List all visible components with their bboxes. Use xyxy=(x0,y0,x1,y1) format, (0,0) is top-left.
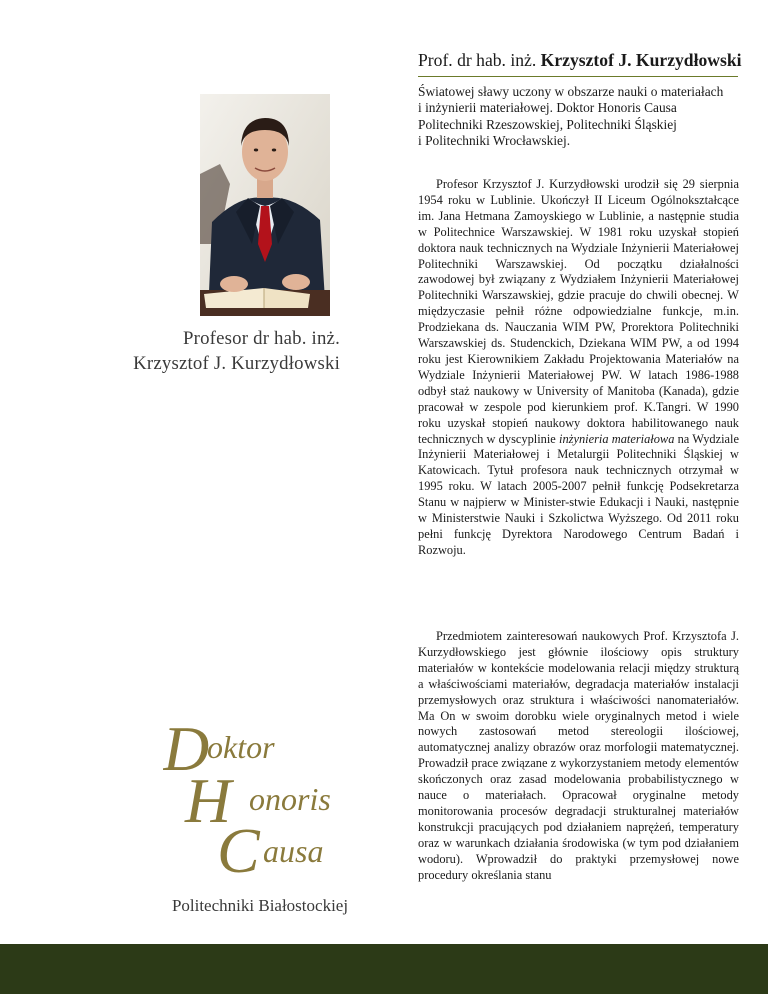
p1-italic-term: inżynieria materiałowa xyxy=(559,431,675,446)
paragraph-text: Przedmiotem zainteresowań naukowych Prof. Krzysztofa J. Kurzydłowskiego jest głównie ilościowy opis struktury materiałów w kontekście modelowania relacji między strukturą a właściwościami materiałów, degradacja materiałów instalacji przemysłowych oraz struktura i właściwości nanomateriałów. Ma On w swoim dorobku wiele oryginalnych metod i wiele nowych zastosowań metod stereologii ilościowej, automatycznej analizy obrazów oraz morfologii matematycznej. Prowadził prace związane z wykorzystaniem metody elementów skończonych oraz zasad modelowania probabilistycznego w nauce o materiałach. Opracował oryginalne metody monitorowania procesów degradacji strukturalnej materiałów konstrukcji pracujących pod działaniem naprężeń, temperatury oraz w warunkach działania środowiska (w tym pod działaniem wodoru). Wprowadził do praktyki przemysłowej nowe procedury określania stanu xyxy=(418,629,739,882)
footer-band xyxy=(0,944,768,994)
title-name: Krzysztof J. Kurzydłowski xyxy=(540,50,742,70)
paragraph-text xyxy=(418,177,739,559)
logo-d-rest: oktor xyxy=(207,729,275,765)
logo-c-rest: ausa xyxy=(263,833,324,869)
header xyxy=(418,49,742,150)
left-title-line2: Krzysztof J. Kurzydłowski xyxy=(133,353,340,374)
left-title xyxy=(96,326,340,376)
portrait-illustration xyxy=(200,94,330,316)
left-title-line1: Profesor dr hab. inż. xyxy=(182,328,340,349)
doktor-honoris-causa-logo xyxy=(163,712,363,878)
logo-h-letter: H xyxy=(185,765,232,836)
subtitle-line: i Politechniki Wrocławskiej. xyxy=(418,133,571,149)
doktor-honoris-causa-artwork xyxy=(163,712,363,878)
logo-caption: Politechniki Białostockiej xyxy=(171,896,349,915)
body-paragraph-2 xyxy=(418,629,739,884)
p1-text-before: Profesor Krzysztof J. Kurzydłowski urodził się 29 sierpnia 1954 roku w Lublinie. Ukończył II Liceum Ogólnokształcące im. Jana Hetmana Zamoyskiego w Lublinie, a następnie studia w Politechnice Warszawskiej. W 1981 roku uzyskał stopień doktora nauk technicznych na Wydziale Inżynierii Materiałowej Politechniki Warszawskiej. Od początku działalności zawodowej był związany z Wydziałem Inżynierii Materiałowej Politechniki Warszawskiej, gdzie pracuje do chwili obecnej. W międzyczasie pełnił różne odpowiedzialne funkcje, m.in. Prodziekana ds. Nauczania WIM PW, Prorektora Politechniki Warszawskiej ds. Studenckich, Dziekana WIM PW, a od 1994 roku jest Kierownikiem Zakładu Projektowania Materiałów na Wydziale Inżynierii Materiałowej PW. W latach 1986-1988 odbył staż naukowy w University of Manitoba (Kanada), gdzie pracował w zespole pod kierunkiem prof. K.Tangri. W 1990 roku uzyskał stopień naukowy doktora habilitowanego nauk technicznych w dyscyplinie xyxy=(418,177,739,446)
logo-c-letter: C xyxy=(217,815,260,878)
p1-text-after: na Wydziale Inżynierii Materiałowej i Metalurgii Politechniki Śląskiej w Katowicach. Tytuł profesora nauk technicznych otrzymał w 1995 roku. W latach 2005-2007 pełnił funkcję Podsekretarza Stanu w najpierw w Minister-stwie Edukacji i Nauki, następnie w Ministerstwie Nauki i Szkolictwa Wyższego. Od 2011 roku pełni funkcję Dyrektora Narodowego Centrum Badań i Rozwoju. xyxy=(418,431,739,557)
subtitle xyxy=(418,84,738,150)
portrait-photo xyxy=(200,94,330,316)
header-title xyxy=(418,49,742,71)
subtitle-line: Politechniki Rzeszowskiej, Politechniki Śląskiej xyxy=(418,116,677,132)
body-paragraph-1 xyxy=(418,177,739,559)
subtitle-line: Światowej sławy uczony w obszarze nauki o materiałach xyxy=(418,84,724,99)
logo-h-rest: onoris xyxy=(249,781,331,817)
title-prefix: Prof. dr hab. inż. xyxy=(418,50,537,70)
header-rule xyxy=(418,76,738,77)
subtitle-line: i inżynierii materiałowej. Doktor Honoris Causa xyxy=(418,100,677,116)
logo-d-letter: D xyxy=(163,713,210,784)
